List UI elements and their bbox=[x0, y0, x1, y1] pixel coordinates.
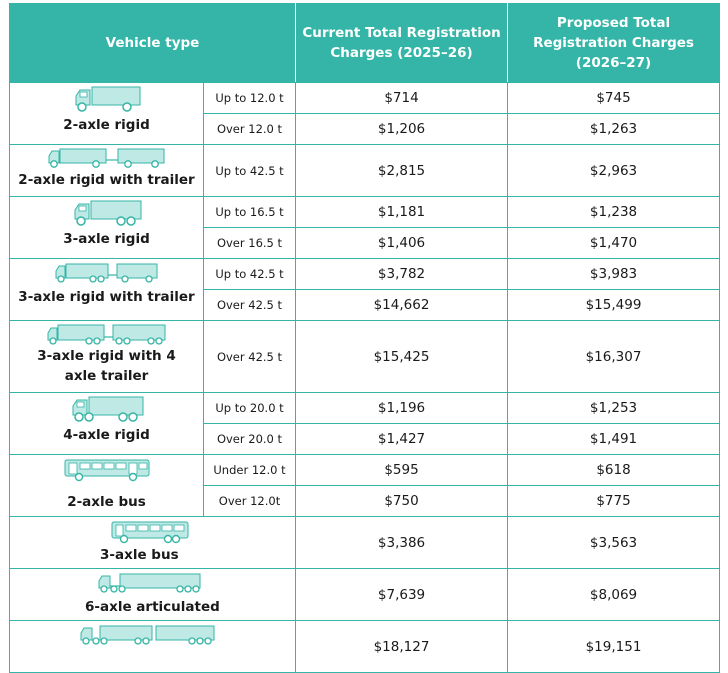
vehicle-name: 3-axle rigid with trailer bbox=[18, 289, 195, 305]
weight-cell: Over 20.0 t bbox=[204, 424, 296, 455]
current-charge-cell: $1,406 bbox=[296, 228, 508, 259]
vehicle-cell bbox=[10, 259, 204, 321]
vehicle-cell bbox=[10, 321, 204, 393]
truck-3axle-rigid-4axle-trailer-icon bbox=[47, 324, 167, 346]
proposed-charge-cell: $19,151 bbox=[508, 621, 720, 673]
table-row bbox=[10, 455, 720, 486]
proposed-charge-cell: $1,491 bbox=[508, 424, 720, 455]
current-charge-cell: $714 bbox=[296, 83, 508, 114]
current-charge-cell: $1,427 bbox=[296, 424, 508, 455]
table-row bbox=[10, 145, 720, 197]
weight-cell: Over 42.5 t bbox=[204, 321, 296, 393]
current-charge-cell: $18,127 bbox=[296, 621, 508, 673]
vehicle-name: 2-axle rigid bbox=[63, 117, 150, 133]
proposed-charge-cell: $1,253 bbox=[508, 393, 720, 424]
table-header-row bbox=[10, 4, 720, 83]
current-charge-cell: $595 bbox=[296, 455, 508, 486]
table-row bbox=[10, 517, 720, 569]
current-charge-cell: $1,196 bbox=[296, 393, 508, 424]
weight-cell: Up to 16.5 t bbox=[204, 197, 296, 228]
table-row bbox=[10, 621, 720, 673]
truck-b-double-icon bbox=[80, 624, 216, 646]
weight-cell: Up to 42.5 t bbox=[204, 145, 296, 197]
vehicle-name: 3-axle rigid bbox=[63, 231, 150, 247]
charges-table-container bbox=[9, 3, 719, 655]
current-charge-cell: $1,206 bbox=[296, 114, 508, 145]
vehicle-cell bbox=[10, 393, 204, 455]
weight-cell: Over 12.0 t bbox=[204, 114, 296, 145]
vehicle-cell bbox=[10, 455, 204, 517]
proposed-charge-cell: $2,963 bbox=[508, 145, 720, 197]
proposed-charge-cell: $15,499 bbox=[508, 290, 720, 321]
proposed-charge-cell: $1,238 bbox=[508, 197, 720, 228]
weight-cell: Over 42.5 t bbox=[204, 290, 296, 321]
proposed-charge-cell: $3,983 bbox=[508, 259, 720, 290]
weight-cell: Over 12.0t bbox=[204, 486, 296, 517]
current-charge-cell: $3,386 bbox=[296, 517, 508, 569]
table-row bbox=[10, 83, 720, 114]
header-vehicle-type: Vehicle type bbox=[10, 4, 296, 83]
current-charge-cell: $3,782 bbox=[296, 259, 508, 290]
truck-6axle-articulated-icon bbox=[98, 572, 202, 594]
proposed-charge-cell: $745 bbox=[508, 83, 720, 114]
proposed-charge-cell: $16,307 bbox=[508, 321, 720, 393]
proposed-charge-cell: $3,563 bbox=[508, 517, 720, 569]
vehicle-cell bbox=[10, 83, 204, 145]
vehicle-name: 3-axle bus bbox=[100, 547, 179, 563]
proposed-charge-cell: $618 bbox=[508, 455, 720, 486]
current-charge-cell: $15,425 bbox=[296, 321, 508, 393]
current-charge-cell: $2,815 bbox=[296, 145, 508, 197]
truck-2axle-rigid-trailer-icon bbox=[48, 148, 166, 168]
vehicle-name: 3-axle rigid with 4 axle trailer bbox=[37, 348, 176, 384]
proposed-charge-cell: $775 bbox=[508, 486, 720, 517]
truck-4axle-rigid-icon bbox=[69, 396, 145, 422]
table-row bbox=[10, 259, 720, 290]
weight-cell: Up to 42.5 t bbox=[204, 259, 296, 290]
vehicle-name: 2-axle rigid with trailer bbox=[18, 172, 195, 188]
header-proposed-charges: Proposed Total Registration Charges (2026–27) bbox=[508, 4, 720, 83]
weight-cell: Up to 20.0 t bbox=[204, 393, 296, 424]
vehicle-name: 4-axle rigid bbox=[63, 427, 150, 443]
vehicle-cell bbox=[10, 517, 296, 569]
table-row bbox=[10, 197, 720, 228]
vehicle-cell bbox=[10, 197, 204, 259]
proposed-charge-cell: $8,069 bbox=[508, 569, 720, 621]
current-charge-cell: $14,662 bbox=[296, 290, 508, 321]
proposed-charge-cell: $1,470 bbox=[508, 228, 720, 259]
bus-3axle-icon bbox=[110, 520, 190, 544]
vehicle-cell bbox=[10, 569, 296, 621]
header-current-charges: Current Total Registration Charges (2025–26) bbox=[296, 4, 508, 83]
truck-2axle-rigid-icon bbox=[72, 86, 142, 112]
current-charge-cell: $7,639 bbox=[296, 569, 508, 621]
table-row bbox=[10, 321, 720, 393]
proposed-charge-cell: $1,263 bbox=[508, 114, 720, 145]
current-charge-cell: $1,181 bbox=[296, 197, 508, 228]
current-charge-cell: $750 bbox=[296, 486, 508, 517]
weight-cell: Over 16.5 t bbox=[204, 228, 296, 259]
weight-cell: Up to 12.0 t bbox=[204, 83, 296, 114]
weight-cell: Under 12.0 t bbox=[204, 455, 296, 486]
vehicle-cell bbox=[10, 145, 204, 197]
bus-2axle-icon bbox=[63, 458, 151, 482]
truck-3axle-rigid-trailer-icon bbox=[55, 262, 159, 284]
vehicle-name: 2-axle bus bbox=[67, 494, 146, 510]
vehicle-name: 6-axle articulated bbox=[85, 599, 220, 615]
table-row bbox=[10, 569, 720, 621]
registration-charges-table bbox=[9, 3, 720, 673]
table-row bbox=[10, 393, 720, 424]
vehicle-cell bbox=[10, 621, 296, 673]
truck-3axle-rigid-icon bbox=[71, 200, 143, 226]
